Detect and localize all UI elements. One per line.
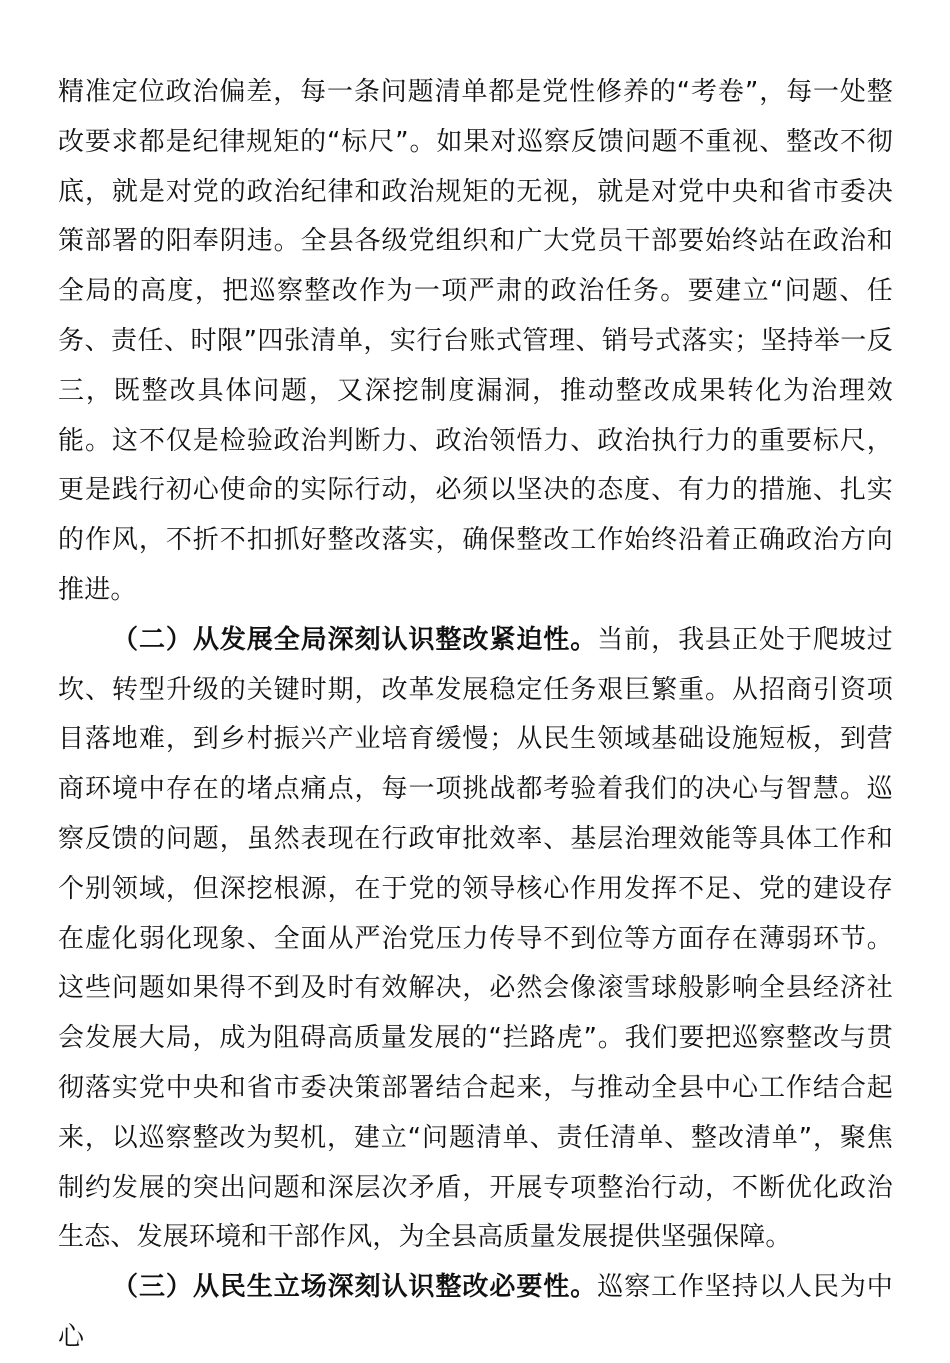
paragraph-1 xyxy=(58,68,893,616)
section-2-heading: （二）从发展全局深刻认识整改紧迫性。 xyxy=(112,624,598,655)
section-3-heading: （三）从民生立场深刻认识整改必要性。 xyxy=(112,1272,598,1303)
paragraph-3 xyxy=(58,1263,893,1363)
paragraph-2 xyxy=(58,616,893,1263)
paragraph-2-text: 当前，我县正处于爬坡过坎、转型升级的关键时期，改革发展稳定任务艰巨繁重。从招商引资项目落地难，到乡村振兴产业培育缓慢；从民生领域基础设施短板，到营商环境中存在的堵点痛点，每一项挑战都考验着我们的决心与智慧。巡察反馈的问题，虽然表现在行政审批效率、基层治理效能等具体工作和个别领域，但深挖根源，在于党的领导核心作用发挥不足、党的建设存在虚化弱化现象、全面从严治党压力传导不到位等方面存在薄弱环节。这些问题如果得不到及时有效解决，必然会像滚雪球般影响全县经济社会发展大局，成为阻碍高质量发展的“拦路虎”。我们要把巡察整改与贯彻落实党中央和省市委决策部署结合起来，与推动全县中心工作结合起来，以巡察整改为契机，建立“问题清单、责任清单、整改清单”，聚焦制约发展的突出问题和深层次矛盾，开展专项整治行动，不断优化政治生态、发展环境和干部作风，为全县高质量发展提供坚强保障。 xyxy=(58,624,894,1253)
paragraph-1-text: 精准定位政治偏差，每一条问题清单都是党性修养的“考卷”，每一处整改要求都是纪律规矩的“标尺”。如果对巡察反馈问题不重视、整改不彻底，就是对党的政治纪律和政治规矩的无视，就是对党中央和省市委决策部署的阳奉阴违。全县各级党组织和广大党员干部要始终站在政治和全局的高度，把巡察整改作为一项严肃的政治任务。要建立“问题、任务、责任、时限”四张清单，实行台账式管理、销号式落实；坚持举一反三，既整改具体问题，又深挖制度漏洞，推动整改成果转化为治理效能。这不仅是检验政治判断力、政治领悟力、政治执行力的重要标尺，更是践行初心使命的实际行动，必须以坚决的态度、有力的措施、扎实的作风，不折不扣抓好整改落实，确保整改工作始终沿着正确政治方向推进。 xyxy=(58,77,893,605)
document-page xyxy=(58,68,893,1363)
paragraph-3-text: 巡察工作坚持以人民为中心 xyxy=(58,1272,894,1352)
